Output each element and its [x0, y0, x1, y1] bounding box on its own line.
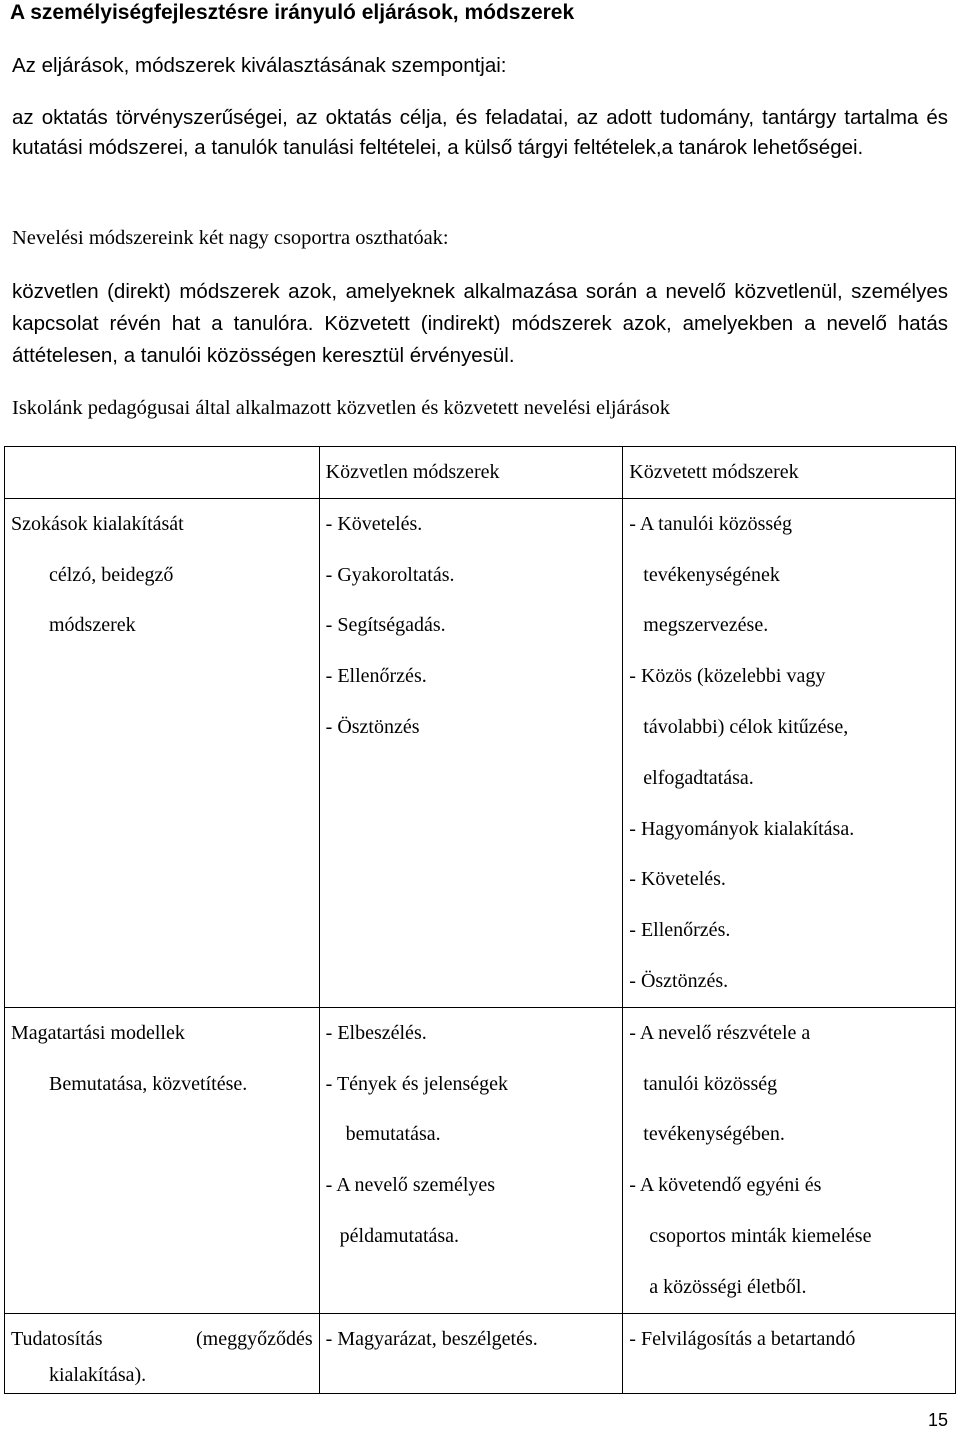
row-label-cell — [5, 498, 320, 1007]
table-caption: Iskolánk pedagógusai által alkalmazott közvetlen és közvetett nevelési eljárások — [12, 397, 671, 419]
indirect-methods-cell — [623, 1007, 956, 1313]
table-header-cell — [5, 447, 320, 499]
indirect-methods-header: Közvetett módszerek — [629, 461, 799, 483]
table-header-cell — [623, 447, 956, 499]
list-item: - Hagyományok kialakítása. — [629, 817, 855, 840]
groups-paragraph: közvetlen (direkt) módszerek azok, amelyeknek alkalmazása során a nevelő közvetlenül, személyes kapcsolat révén hat a tanulóra. Közvetett (indirekt) módszerek azok, amelyekben a nevelő hatás áttételesen, a tanulói közösségen keresztül érvényesül. — [12, 280, 948, 367]
groups-heading: Nevelési módszereink két nagy csoportra oszthatóak: — [12, 227, 449, 249]
list-item: - Magyarázat, beszélgetés. — [325, 1327, 538, 1350]
criteria-paragraph: az oktatás törvényszerűségei, az oktatás célja, és feladatai, az adott tudomány, tantárgy tartalma és kutatási módszerei, a tanulók tanulási feltételei, a külső tárgyi feltételek,a tanárok lehetőségei. — [12, 106, 948, 159]
list-item: - Követelés. — [325, 512, 423, 535]
row-label-line: Magatartási modellek — [11, 1021, 185, 1044]
row-label-line: kialakítása). — [49, 1363, 147, 1386]
row-label-line: módszerek — [49, 614, 136, 637]
list-item: - Ellenőrzés. — [629, 919, 731, 942]
list-item: - Felvilágosítás a betartandó — [629, 1327, 856, 1350]
list-item: tevékenységében. — [643, 1123, 785, 1146]
direct-methods-cell — [319, 1007, 623, 1313]
direct-methods-header: Közvetlen módszerek — [325, 461, 500, 483]
page-title: A személyiségfejlesztésre irányuló eljárások, módszerek — [10, 1, 575, 24]
list-item: tevékenységének — [643, 563, 780, 586]
list-item: - Ellenőrzés. — [325, 665, 427, 688]
table-header-cell — [319, 447, 623, 499]
list-item: - Követelés. — [629, 868, 726, 891]
list-item: elfogadtatása. — [643, 766, 754, 789]
row-label-cell — [5, 1007, 320, 1313]
direct-methods-cell — [319, 498, 623, 1007]
list-item: - Közös (közelebbi vagy — [629, 665, 826, 688]
criteria-heading: Az eljárások, módszerek kiválasztásának szempontjai: — [12, 54, 507, 77]
list-item: - Ösztönzés — [325, 715, 420, 738]
list-item: - A nevelő személyes — [325, 1174, 496, 1197]
indirect-methods-cell — [623, 498, 956, 1007]
list-item: - Segítségadás. — [325, 614, 446, 637]
row-label-line: Szokások kialakítását — [11, 512, 184, 535]
table-row — [5, 1313, 956, 1393]
list-item: - Gyakoroltatás. — [325, 563, 455, 586]
list-item: csoportos minták kiemelése — [649, 1224, 872, 1247]
list-item: - Ösztönzés. — [629, 969, 729, 992]
list-item: - Elbeszélés. — [325, 1021, 427, 1044]
list-item: a közösségi életből. — [649, 1275, 807, 1298]
list-item: távolabbi) célok kitűzése, — [643, 715, 849, 738]
list-item: - A nevelő részvétele a — [629, 1021, 811, 1044]
list-item: tanulói közösség — [643, 1072, 778, 1095]
direct-methods-cell — [319, 1313, 623, 1393]
list-item: példamutatása. — [339, 1224, 460, 1247]
table-row — [5, 1007, 956, 1313]
list-item: - A tanulói közösség — [629, 512, 793, 535]
row-label-line: Bemutatása, közvetítése. — [49, 1072, 248, 1095]
list-item: - A követendő egyéni és — [629, 1174, 822, 1197]
list-item: bemutatása. — [345, 1123, 441, 1146]
list-item: megszervezése. — [643, 614, 769, 637]
table-header-row — [5, 447, 956, 499]
table-row — [5, 498, 956, 1007]
page-number: 15 — [927, 1410, 948, 1430]
methods-table — [4, 446, 956, 1394]
row-label-cell — [5, 1313, 320, 1393]
row-label-line: Tudatosítás (meggyőződés — [11, 1327, 313, 1350]
indirect-methods-cell — [623, 1313, 956, 1393]
row-label-line: célzó, beidegző — [49, 563, 174, 586]
list-item: - Tények és jelenségek — [325, 1072, 508, 1095]
